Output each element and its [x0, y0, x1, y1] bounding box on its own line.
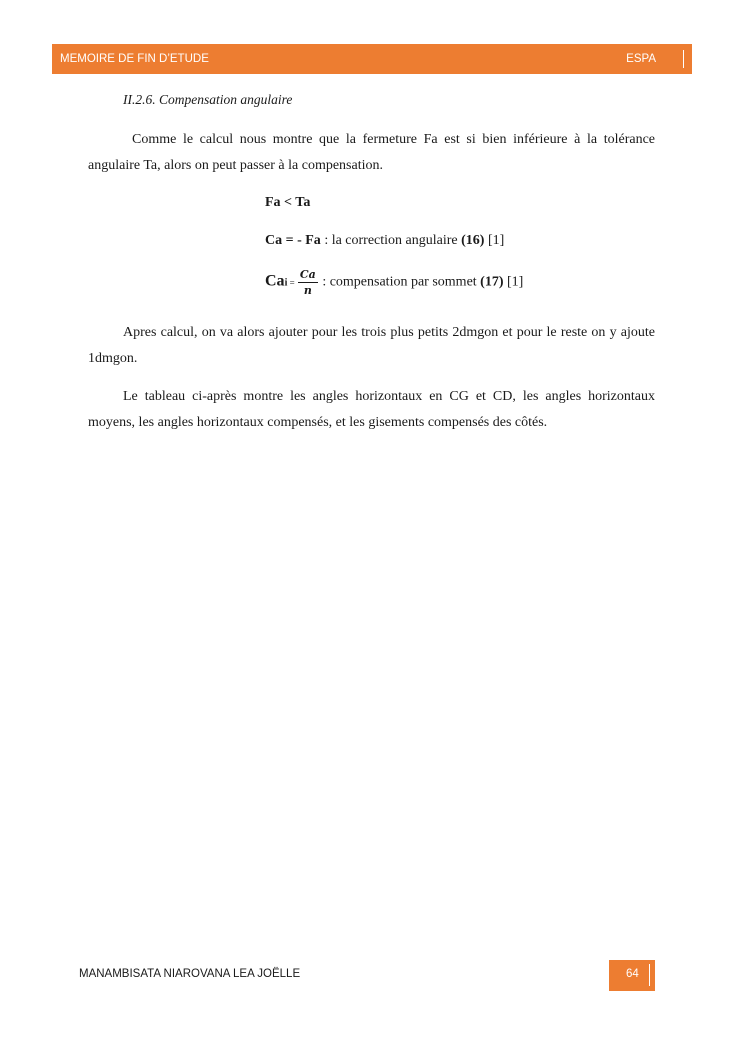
page-number: 64 — [626, 968, 639, 980]
formula-correction — [265, 233, 504, 249]
formula-compensation-lhs: Ca — [265, 272, 285, 290]
formula-compensation — [265, 268, 523, 297]
page-number-divider — [649, 964, 650, 986]
page-number-box — [609, 960, 655, 991]
formula-compensation-text: : compensation par sommet — [318, 274, 481, 290]
formula-correction-number: (16) — [461, 233, 485, 248]
formula-correction-lhs: Ca = - Fa — [265, 233, 321, 248]
footer-author: MANAMBISATA NIAROVANA LEA JOËLLE — [79, 968, 301, 980]
paragraph-intro: Comme le calcul nous montre que la fermeture Fa est si bien inférieure à la tolérance angulaire Ta, alors on peut passer à la compensation. — [88, 132, 655, 173]
formula-compensation-ref: [1] — [503, 274, 524, 290]
formula-compensation-number: (17) — [480, 274, 504, 290]
page-header — [52, 44, 692, 74]
formula-correction-ref: [1] — [484, 233, 505, 248]
formula-compensation-sub: i — [284, 277, 288, 289]
fraction-denominator: n — [303, 284, 312, 297]
fraction-numerator: Ca — [299, 268, 316, 281]
formula-correction-text: : la correction angulaire — [320, 233, 462, 248]
header-divider — [683, 50, 684, 68]
paragraph-table-intro: Le tableau ci-après montre les angles horizontaux en CG et CD, les angles horizontaux moyens, les angles horizontaux compensés, et les gisements compensés des côtés. — [88, 389, 655, 430]
section-title: II.2.6. Compensation angulaire — [123, 92, 293, 107]
formula-compensation-equals: = — [287, 277, 297, 288]
paragraph-after-calc: Apres calcul, on va alors ajouter pour les trois plus petits 2dmgon et pour le reste on y ajoute 1dmgon. — [88, 325, 655, 366]
formula-condition — [265, 195, 310, 211]
header-title: MEMOIRE DE FIN D’ETUDE — [60, 53, 209, 65]
formula-fraction — [298, 268, 318, 297]
header-school: ESPA — [626, 53, 656, 65]
formula-condition-text: Fa < Ta — [265, 195, 311, 210]
